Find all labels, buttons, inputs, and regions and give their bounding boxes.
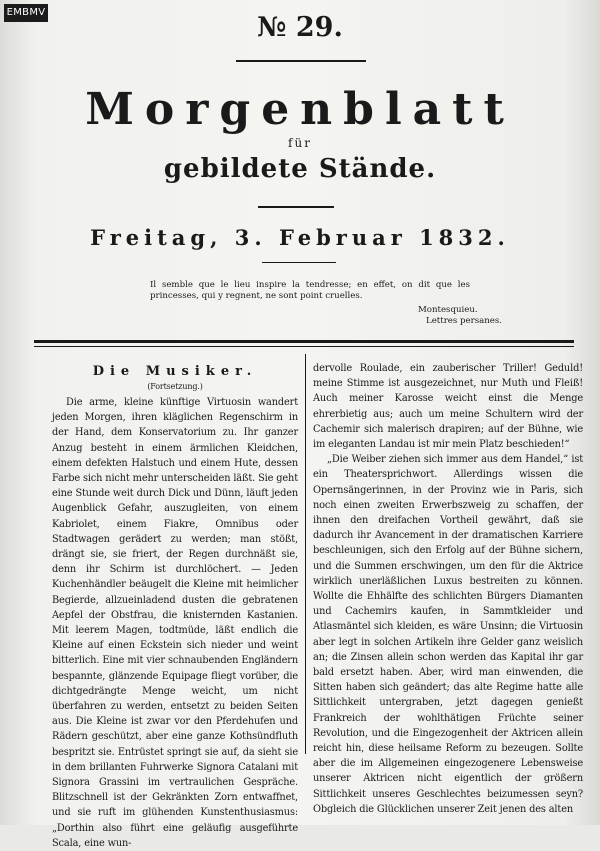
epigraph-attribution [418, 305, 538, 327]
epigraph-text: Il semble que le lieu inspire la tendresse; en effet, on dit que les princesses, qui y regnent, ne sont point cruelles. [150, 280, 470, 301]
section-rule-thick [34, 340, 574, 343]
epigraph-author: Montesquieu. [418, 305, 478, 315]
column-divider [305, 354, 306, 754]
right-paragraph-1: dervolle Roulade, ein zauberischer Triller! Geduld! meine Stimme ist ausgezeichnet, nur Muth und Fleiß! Auch meiner Karosse weicht einst die Menge ehrerbietig aus; auch um meine Schultern wird der Cachemir sich malerisch drapiren; auf der Bühne, wie im eleganten Landau ist mir mein Platz beschieden!“ [313, 363, 583, 451]
masthead-title: Morgenblatt [85, 84, 515, 135]
masthead-subtitle: gebildete Stände. [163, 154, 437, 184]
section-rule-thin [34, 346, 574, 347]
issue-date: Freitag, 3. Februar 1832. [90, 225, 510, 250]
issue-number: № 29. [257, 12, 343, 43]
left-paragraph: Die arme, kleine künftige Virtuosin wandert jeden Morgen, ihren kläglichen Regenschirm in der Hand, dem Konservatorium zu. Ihr ganzer Anzug besteht in einem ärmlichen Kleidchen, einem defekten Halstuch und einem Hute, dessen Farbe sich nicht mehr unterscheiden läßt. Sie geht eine Stunde weit durch Dick und Dünn, läuft jeden Augenblick Gefahr, auszugleiten, von einem Kabriolet, einem Fiakre, Omnibus oder Stadtwagen gerädert zu werden; man stößt, drängt sie, sie friert, der Regen durchnäßt sie, denn ihr Schirm ist durchlöchert. — Jeden Kuchenhändler beäugelt die Kleine mit heimlicher Begierde, allzueinladend dusten die gebratenen Aepfel der Obstfrau, die knisternden Kastanien. Mit leerem Magen, todtmüde, läßt endlich die Kleine auf einen Eckstein sich nieder und weint bitterlich. Eine mit vier schnaubenden Engländern bespannte, glänzende Equipage fliegt vorüber, die dichtgedrängte Menge weicht, um nicht überfahren zu werden, entsetzt zu beiden Seiten aus. Die Kleine ist zwar vor den Pferdehufen und Rädern geschützt, aber eine ganze Kothsündfluth bespritzt sie. Entrüstet springt sie auf, da sieht sie in dem brillanten Fuhrwerke Signora Catalani mit Signora Grassini im vertraulichen Gespräche. Blitzschnell ist der Gekränkten Zorn entwaffnet, und sie ruft im glühenden Kunstenthusiasmus: „Dorthin also führt eine geläufig ausgeführte Scala, eine wun- [52, 397, 298, 849]
masthead-fuer: für [288, 136, 312, 150]
article-title: Die Musiker. [92, 364, 258, 379]
header-top-rule [236, 60, 366, 62]
subtitle-rule [258, 206, 334, 208]
corner-badge: EMBMV [4, 4, 48, 22]
epigraph-source: Lettres persanes. [426, 316, 503, 326]
right-paragraph-2: „Die Weiber ziehen sich immer aus dem Handel,“ ist ein Theatersprichwort. Allerdings wissen die Opernsängerinnen, in der Provinz wie in Paris, sich noch einen zweiten Erwerbszweig zu schaffen, der ihnen den dreifachen Vortheil gewährt, daß sie dadurch ihr Avancement in der dramatischen Karriere beschleunigen, sich den Erfolg auf der Bühne sichern, und die Summen erschwingen, um den für die Aktrice wirklich unerläßlichen Luxus bestreiten zu können. Wollte die Ehhälfte des schlichten Bürgers Diamanten und Cachemirs kaufen, in Sammtkleider und Atlasmäntel sich kleiden, es wäre Unsinn; die Virtuosin aber legt in solchen Artikeln ihre Gelder ganz weislich an; die Zinsen allein schon werden das Kapital ihr gar bald ersetzt haben. Aber, wird man einwenden, die Sitten haben sich geändert; das alte Regime hatte alle Sittlichkeit untergraben, jetzt dagegen genießt Frankreich der wohlthätigen Früchte seiner Revolution, und die Eingezogenheit der Aktricen allein reicht hin, diese heilsame Reform zu bezeugen. Sollte aber die im Allgemeinen eingezogenere Lebensweise unserer Aktricen nicht eigentlich der größern Sittlichkeit unseres Geschlechtes beizumessen seyn? Obgleich die Glücklichen unserer Zeit jenen des alten [313, 454, 583, 815]
right-column [313, 361, 583, 817]
article-continuation: (Fortsetzung.) [147, 382, 203, 391]
left-column [52, 364, 298, 851]
date-rule [262, 262, 336, 263]
